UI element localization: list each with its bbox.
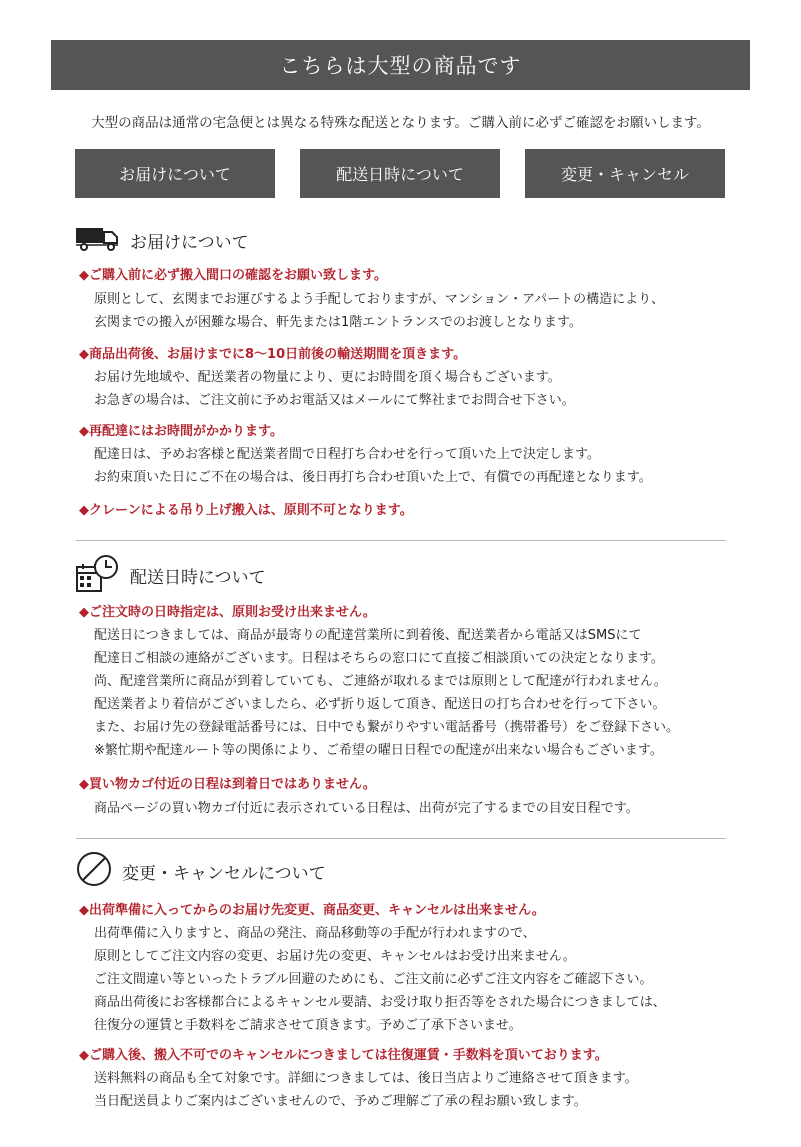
- note-line: 配達日ご相談の連絡がございます。日程はそちらの窓口にて直接ご相談頂いての決定となります。: [94, 651, 664, 666]
- prohibited-icon: [76, 851, 112, 892]
- section-heading-cancel: [76, 851, 326, 892]
- note-title: ◆ご購入前に必ず搬入間口の確認をお願い致します。: [79, 268, 387, 283]
- nav-button-label: 配送日時について: [336, 165, 464, 184]
- nav-button-delivery[interactable]: [75, 149, 275, 198]
- note-line: ご注文間違い等といったトラブル回避のためにも、ご注文前に必ずご注文内容をご確認下さい。: [94, 972, 653, 987]
- note-line: 玄関までの搬入が困難な場合、軒先または1階エントランスでのお渡しとなります。: [94, 315, 582, 330]
- note-line: 尚、配達営業所に商品が到着していても、ご連絡が取れるまでは原則として配達が行われません。: [94, 674, 667, 689]
- note-line: お届け先地域や、配送業者の物量により、更にお時間を頂く場合もございます。: [94, 370, 561, 385]
- section-heading-text: 変更・キャンセルについて: [122, 864, 326, 884]
- section-heading-delivery: [76, 225, 249, 256]
- note-line: 原則としてご注文内容の変更、お届け先の変更、キャンセルはお受け出来ません。: [94, 949, 576, 964]
- note-title: ◆ご注文時の日時指定は、原則お受け出来ません。: [79, 605, 376, 620]
- note-line: 往復分の運賃と手数料をご請求させて頂きます。予めご了承下さいませ。: [94, 1018, 522, 1033]
- note-line: 出荷準備に入りますと、商品の発注、商品移動等の手配が行われますので、: [94, 926, 536, 941]
- note-line: ※繁忙期や配達ルート等の関係により、ご希望の曜日日程での配達が出来ない場合もございます。: [94, 743, 663, 758]
- note-line: 配達日は、予めお客様と配送業者間で日程打ち合わせを行って頂いた上で決定します。: [94, 447, 600, 462]
- note-title: ◆ご購入後、搬入不可でのキャンセルにつきましては往復運賃・手数料を頂いております。: [79, 1048, 608, 1063]
- note-title: ◆クレーンによる吊り上げ搬入は、原則不可となります。: [79, 503, 413, 518]
- note-title: ◆買い物カゴ付近の日程は到着日ではありません。: [79, 777, 376, 792]
- note-line: 配送日につきましては、商品が最寄りの配達営業所に到着後、配送業者から電話又はSMSにて: [94, 628, 642, 643]
- nav-button-label: お届けについて: [119, 165, 231, 184]
- truck-icon: [76, 225, 120, 256]
- section-divider: [76, 838, 726, 839]
- banner: [51, 40, 750, 90]
- note-title: ◆商品出荷後、お届けまでに8〜10日前後の輸送期間を頂きます。: [79, 347, 467, 362]
- note-line: 商品出荷後にお客様都合によるキャンセル要請、お受け取り拒否等をされた場合につきましては、: [94, 995, 666, 1010]
- section-divider: [76, 540, 726, 541]
- note-line: 商品ページの買い物カゴ付近に表示されている日程は、出荷が完了するまでの目安日程です。: [94, 801, 639, 816]
- calendar-clock-icon: [76, 553, 120, 598]
- nav-button-label: 変更・キャンセル: [560, 165, 689, 184]
- note-line: 送料無料の商品も全て対象です。詳細につきましては、後日当店よりご連絡させて頂きます。: [94, 1071, 638, 1086]
- intro-text: 大型の商品は通常の宅急便とは異なる特殊な配送となります。ご購入前に必ずご確認をお願いします。: [91, 115, 710, 131]
- note-title: ◆出荷準備に入ってからのお届け先変更、商品変更、キャンセルは出来ません。: [79, 903, 545, 918]
- note-line: また、お届け先の登録電話番号には、日中でも繋がりやすい電話番号（携帯番号）をご登録下さい。: [94, 720, 680, 735]
- note-line: お約束頂いた日にご不在の場合は、後日再打ち合わせ頂いた上で、有償での再配達となります。: [94, 470, 652, 485]
- note-line: 当日配送員よりご案内はございませんので、予めご理解ご了承の程お願い致します。: [94, 1094, 587, 1109]
- section-heading-text: 配送日時について: [130, 568, 266, 588]
- section-heading-text: お届けについて: [130, 233, 249, 253]
- section-heading-schedule: [76, 553, 266, 598]
- banner-title: こちらは大型の商品です: [279, 54, 522, 78]
- nav-button-cancel[interactable]: [525, 149, 725, 198]
- note-title: ◆再配達にはお時間がかかります。: [79, 424, 283, 439]
- note-line: 原則として、玄関までお運びするよう手配しておりますが、マンション・アパートの構造により、: [94, 292, 665, 307]
- note-line: 配送業者より着信がございましたら、必ず折り返して頂き、配送日の打ち合わせを行って下さい。: [94, 697, 666, 712]
- nav-button-schedule[interactable]: [300, 149, 500, 198]
- note-line: お急ぎの場合は、ご注文前に予めお電話又はメールにて弊社までお問合せ下さい。: [94, 393, 575, 408]
